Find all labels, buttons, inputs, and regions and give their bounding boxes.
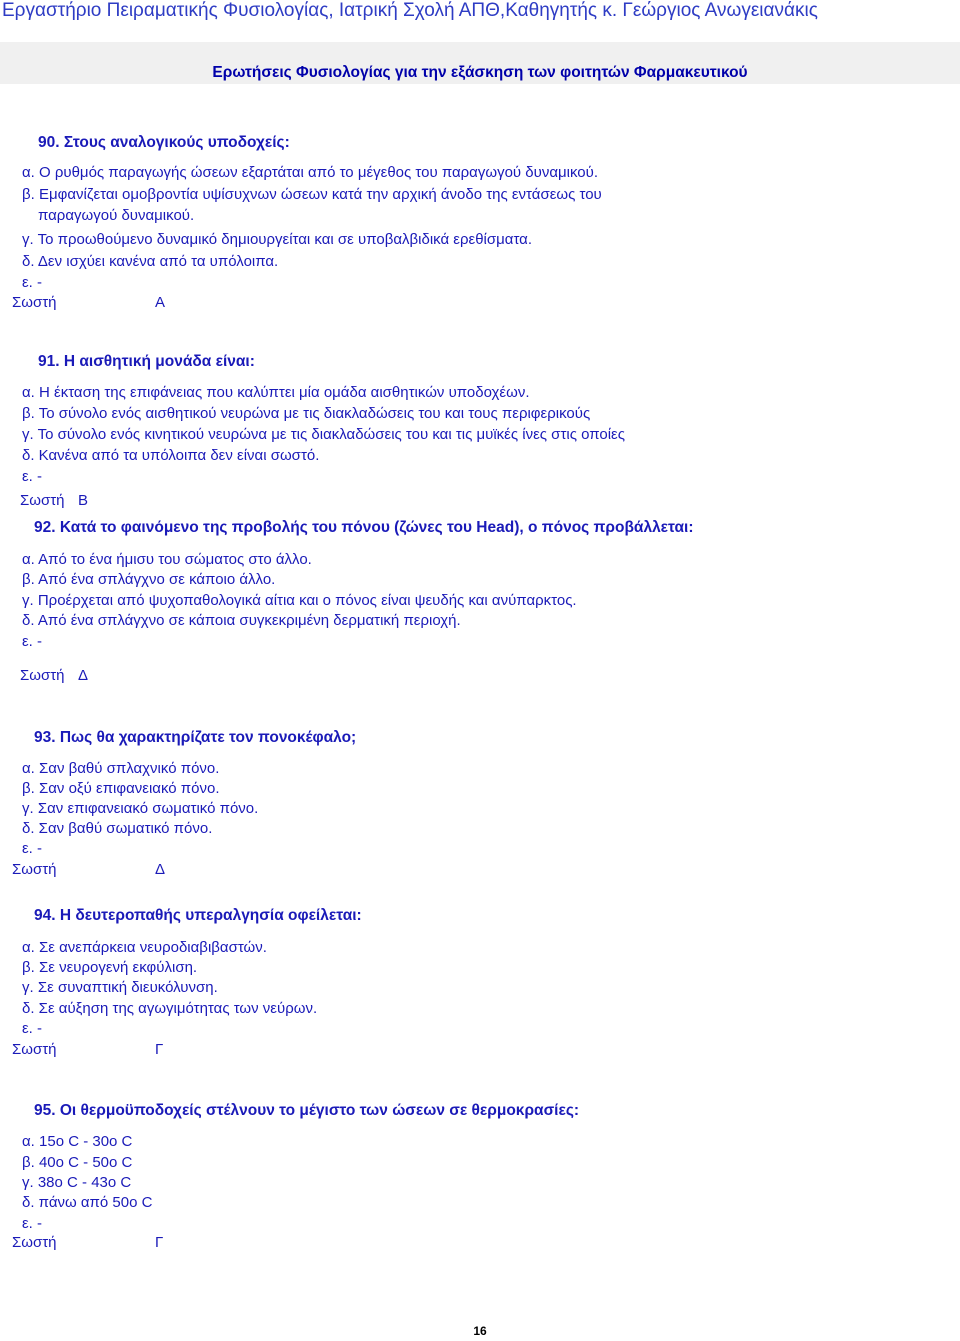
answer-value: Δ: [155, 861, 166, 878]
option: α. Σε ανεπάρκεια νευροδιαβιβαστών.: [22, 939, 267, 956]
option: ε. -: [22, 633, 43, 650]
option: α. Σαν βαθύ σπλαχνικό πόνο.: [22, 760, 220, 777]
question-title: 91. Η αισθητική μονάδα είναι:: [38, 353, 255, 370]
option: β. Εμφανίζεται ομοβροντία υψίσυχνων ώσεων κατά την αρχική άνοδο της εντάσεως του: [22, 186, 602, 203]
option: γ. Προέρχεται από ψυχοπαθολογικά αίτια και ο πόνος είναι ψευδής και ανύπαρκτος.: [22, 592, 577, 609]
option: δ. πάνω από 50ο C: [22, 1194, 153, 1211]
option: δ. Από ένα σπλάγχνο σε κάποια συγκεκριμένη δερματική περιοχή.: [22, 612, 461, 629]
option-continuation: παραγωγού δυναμικού.: [38, 207, 195, 224]
answer-value: Β: [78, 492, 89, 509]
option: β. Το σύνολο ενός αισθητικού νευρώνα με τις διακλαδώσεις του και τους περιφερικούς: [22, 405, 591, 422]
answer-value: Δ: [78, 667, 89, 684]
answer-value: Γ: [155, 1041, 164, 1058]
answer-label: Σωστή: [20, 667, 65, 684]
option: β. 40ο C - 50ο C: [22, 1154, 133, 1171]
option: ε. -: [22, 1020, 43, 1037]
option: δ. Σαν βαθύ σωματικό πόνο.: [22, 820, 213, 837]
option: γ. Σε συναπτική διευκόλυνση.: [22, 979, 218, 996]
answer-value: Γ: [155, 1234, 164, 1251]
option: γ. 38ο C - 43ο C: [22, 1174, 132, 1191]
option: δ. Δεν ισχύει κανένα από τα υπόλοιπα.: [22, 253, 279, 270]
document-subtitle: Ερωτήσεις Φυσιολογίας για την εξάσκηση των φοιτητών Φαρμακευτικού: [212, 64, 748, 81]
option: γ. Σαν επιφανειακό σωματικό πόνο.: [22, 800, 259, 817]
option: δ. Κανένα από τα υπόλοιπα δεν είναι σωστό.: [22, 447, 320, 464]
question-title: 92. Κατά το φαινόμενο της προβολής του πόνου (ζώνες του Head), ο πόνος προβάλλεται:: [34, 519, 694, 536]
page-number: 16: [473, 1324, 487, 1338]
option: α. Από το ένα ήμισυ του σώματος στο άλλο.: [22, 551, 312, 568]
option: γ. Το σύνολο ενός κινητικού νευρώνα με τις διακλαδώσεις του και τις μυϊκές ίνες στις οποίες: [22, 426, 625, 443]
option: γ. Το προωθούμενο δυναμικό δημιουργείται και σε υποβαλβιδικά ερεθίσματα.: [22, 231, 533, 248]
answer-label: Σωστή: [20, 492, 65, 509]
option: ε. -: [22, 468, 43, 485]
option: β. Σαν οξύ επιφανειακό πόνο.: [22, 780, 220, 797]
answer-label: Σωστή: [12, 1234, 57, 1251]
question-title: 93. Πως θα χαρακτηρίζατε τον πονοκέφαλο;: [34, 729, 357, 746]
option: ε. -: [22, 840, 43, 857]
option: ε. -: [22, 1215, 43, 1232]
option: δ. Σε αύξηση της αγωγιμότητας των νεύρων.: [22, 1000, 318, 1017]
answer-label: Σωστή: [12, 1041, 57, 1058]
answer-label: Σωστή: [12, 861, 57, 878]
option: α. Η έκταση της επιφάνειας που καλύπτει μία ομάδα αισθητικών υποδοχέων.: [22, 384, 530, 401]
option: β. Από ένα σπλάγχνο σε κάποιο άλλο.: [22, 571, 276, 588]
answer-label: Σωστή: [12, 294, 57, 311]
question-title: 94. Η δευτεροπαθής υπεραλγησία οφείλεται:: [34, 907, 362, 924]
option: β. Σε νευρογενή εκφύλιση.: [22, 959, 198, 976]
answer-value: Α: [155, 294, 166, 311]
document-header: Εργαστήριο Πειραματικής Φυσιολογίας, Ιατρική Σχολή ΑΠΘ,Καθηγητής κ. Γεώργιος Ανωγειανάκις: [2, 0, 818, 21]
option: α. Ο ρυθμός παραγωγής ώσεων εξαρτάται από το μέγεθος του παραγωγού δυναμικού.: [22, 164, 599, 181]
question-title: 90. Στους αναλογικούς υποδοχείς:: [38, 134, 290, 151]
option: ε. -: [22, 274, 43, 291]
option: α. 15ο C - 30ο C: [22, 1133, 133, 1150]
question-title: 95. Οι θερμοϋποδοχείς στέλνουν το μέγιστο των ώσεων σε θερμοκρασίες:: [34, 1102, 580, 1119]
